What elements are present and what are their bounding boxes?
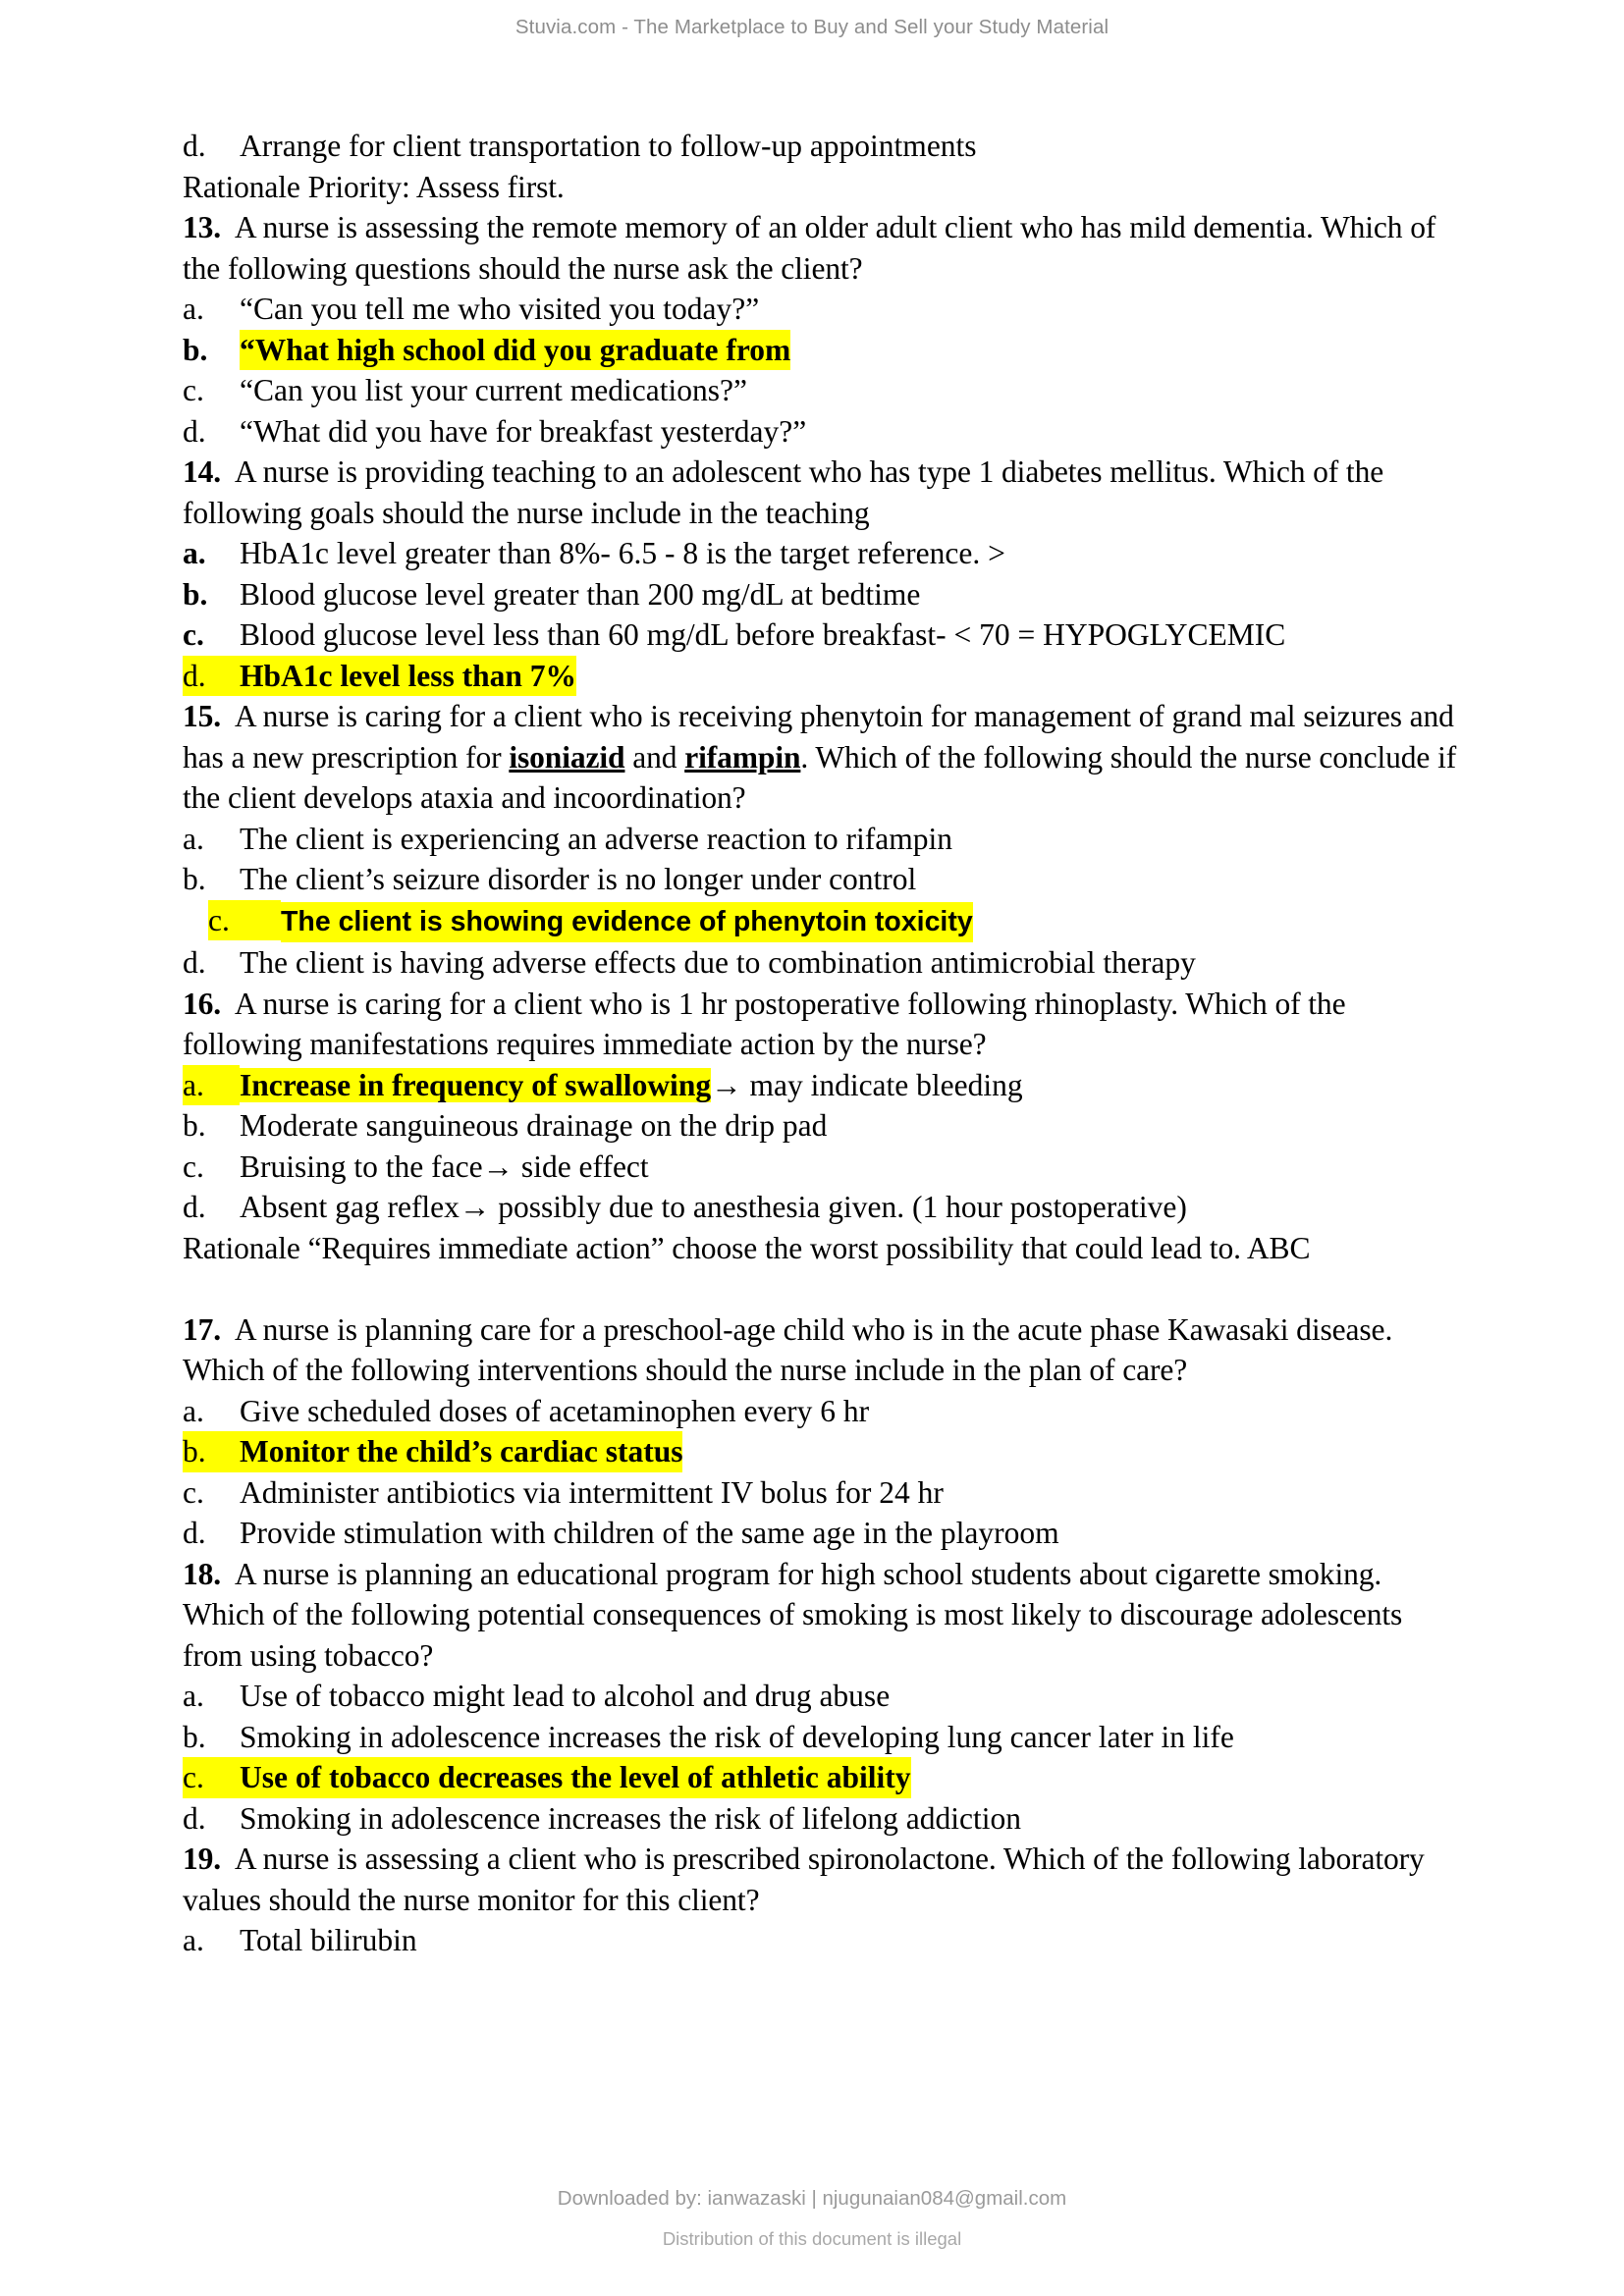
rationale-line-16: Rationale “Requires immediate action” choose the worst possibility that could lead to. ABC bbox=[183, 1230, 1311, 1265]
option-text: The client’s seizure disorder is no longer under control bbox=[240, 862, 917, 896]
question-16-stem bbox=[183, 984, 1459, 1065]
question-17-stem bbox=[183, 1309, 1459, 1391]
option-text: The client is having adverse effects due to combination antimicrobial therapy bbox=[240, 945, 1196, 980]
option-row bbox=[183, 126, 1459, 167]
drug-name-rifampin: rifampin bbox=[684, 739, 801, 774]
option-text: Smoking in adolescence increases the risk of lifelong addiction bbox=[240, 1800, 1022, 1836]
question-text-part2: and bbox=[624, 739, 685, 774]
option-row-17c bbox=[183, 1472, 1459, 1514]
option-letter: b. bbox=[183, 332, 208, 367]
option-row-13d bbox=[183, 411, 1459, 453]
option-letter: a. bbox=[183, 1679, 204, 1713]
question-text: A nurse is assessing a client who is prescribed spironolactone. Which of the following laboratory values should the nurse monitor for this client? bbox=[183, 1842, 1433, 1917]
option-letter: a. bbox=[183, 1065, 240, 1106]
option-letter: b. bbox=[183, 862, 206, 896]
option-row-13a bbox=[183, 289, 1459, 330]
option-letter: d. bbox=[183, 129, 206, 163]
option-letter: c. bbox=[183, 1148, 204, 1184]
question-text: A nurse is planning an educational program for high school students about cigarette smoking. Which of the following potential consequences of smoking is most likely to discourage adolescents from using tobacco? bbox=[183, 1556, 1410, 1673]
option-text-highlighted: Increase in frequency of swallowing bbox=[240, 1067, 712, 1102]
option-row-18d bbox=[183, 1798, 1459, 1840]
option-text bbox=[240, 1065, 1023, 1106]
option-letter: a. bbox=[183, 1393, 204, 1428]
question-text-part1: A nurse is caring for a client who is receiving phenytoin for management of grand mal seizures and has a new prescription for bbox=[183, 699, 1462, 774]
option-row-16b bbox=[183, 1105, 1459, 1147]
option-row-18c-highlighted bbox=[183, 1757, 1459, 1798]
question-text: A nurse is providing teaching to an adolescent who has type 1 diabetes mellitus. Which of the following goals should the nurse include in the teaching bbox=[183, 454, 1391, 530]
option-letter: c. bbox=[183, 1474, 204, 1510]
option-row-17a bbox=[183, 1391, 1459, 1432]
option-letter: b. bbox=[183, 576, 208, 612]
option-row-17d bbox=[183, 1513, 1459, 1554]
question-text: A nurse is planning care for a preschool-age child who is in the acute phase Kawasaki disease. Which of the following interventions should the nurse include in the plan of care? bbox=[183, 1311, 1400, 1387]
option-text: The client is experiencing an adverse reaction to rifampin bbox=[240, 821, 952, 856]
option-row-17b-highlighted bbox=[183, 1431, 1459, 1472]
option-row-13c bbox=[183, 370, 1459, 411]
question-text: A nurse is caring for a client who is 1 hr postoperative following rhinoplasty. Which of the following manifestations requires immediate action by the nurse? bbox=[183, 986, 1354, 1061]
drug-name-isoniazid: isoniazid bbox=[509, 739, 625, 774]
option-letter: b. bbox=[183, 1108, 206, 1143]
option-text-highlighted: Use of tobacco decreases the level of athletic ability bbox=[240, 1757, 911, 1798]
question-number: 17. bbox=[183, 1311, 222, 1347]
footer-downloaded-by: Downloaded by: ianwazaski | njugunaian084@gmail.com bbox=[557, 2187, 1067, 2210]
option-letter: d. bbox=[183, 945, 206, 980]
question-text: A nurse is assessing the remote memory of an older adult client who has mild dementia. Which of the following questions should the nurse ask the client? bbox=[183, 210, 1444, 286]
question-number: 16. bbox=[183, 986, 222, 1021]
option-text: Total bilirubin bbox=[240, 1923, 417, 1957]
option-row-16a-highlighted bbox=[183, 1065, 1459, 1106]
option-letter: d. bbox=[183, 1190, 206, 1224]
question-13-stem bbox=[183, 207, 1459, 289]
option-letter: a. bbox=[183, 292, 204, 326]
question-number: 13. bbox=[183, 210, 222, 244]
option-letter: c. bbox=[183, 373, 204, 407]
option-text: Blood glucose level greater than 200 mg/dL at bedtime bbox=[240, 576, 921, 612]
option-letter: d. bbox=[183, 413, 206, 449]
question-15-stem bbox=[183, 696, 1464, 819]
option-text-highlighted: “What high school did you graduate from bbox=[240, 330, 790, 371]
option-letter: d. bbox=[183, 1800, 206, 1836]
option-row-18a bbox=[183, 1676, 1459, 1717]
option-row-14b bbox=[183, 574, 1459, 615]
option-row-16c bbox=[183, 1147, 1459, 1188]
option-letter: d. bbox=[183, 1516, 206, 1550]
option-text: Smoking in adolescence increases the risk of developing lung cancer later in life bbox=[240, 1719, 1234, 1754]
paragraph-spacer bbox=[183, 1268, 1459, 1309]
option-row-18b bbox=[183, 1717, 1459, 1758]
option-letter: a. bbox=[183, 821, 204, 856]
option-text: Administer antibiotics via intermittent IV bolus for 24 hr bbox=[240, 1474, 944, 1510]
option-letter: a. bbox=[183, 1923, 204, 1957]
option-text: “What did you have for breakfast yesterday?” bbox=[240, 413, 807, 449]
option-row-15b bbox=[183, 859, 1459, 900]
rationale-line: Rationale Priority: Assess first. bbox=[183, 169, 565, 204]
option-letter: c. bbox=[183, 617, 204, 652]
question-number: 14. bbox=[183, 454, 222, 489]
option-text-highlighted: Monitor the child’s cardiac status bbox=[240, 1431, 682, 1472]
option-text: Use of tobacco might lead to alcohol and drug abuse bbox=[240, 1679, 891, 1713]
option-letter: b. bbox=[183, 1431, 240, 1472]
option-letter: c. bbox=[208, 900, 281, 941]
option-text: Absent gag reflex→ possibly due to anesthesia given. (1 hour postoperative) bbox=[240, 1190, 1187, 1224]
option-text: Arrange for client transportation to follow-up appointments bbox=[240, 129, 977, 163]
option-text: Moderate sanguineous drainage on the drip pad bbox=[240, 1108, 828, 1143]
document-page bbox=[183, 126, 1464, 1961]
option-text-annotation: → may indicate bleeding bbox=[711, 1067, 1023, 1102]
option-row-19a bbox=[183, 1920, 1459, 1961]
option-text: Provide stimulation with children of the same age in the playroom bbox=[240, 1516, 1059, 1550]
option-letter: b. bbox=[183, 1719, 206, 1754]
option-text-highlighted: The client is showing evidence of phenytoin toxicity bbox=[281, 902, 973, 943]
site-watermark-header: Stuvia.com - The Marketplace to Buy and Sell your Study Material bbox=[514, 16, 1110, 38]
option-row-14c bbox=[183, 614, 1459, 656]
option-row-16d bbox=[183, 1187, 1459, 1228]
option-letter: a. bbox=[183, 536, 206, 570]
option-letter: c. bbox=[183, 1757, 240, 1798]
question-14-stem bbox=[183, 452, 1459, 533]
option-text: Bruising to the face→ side effect bbox=[240, 1148, 649, 1184]
question-19-stem bbox=[183, 1839, 1459, 1920]
option-letter: d. bbox=[183, 656, 240, 697]
option-row-15d bbox=[183, 942, 1459, 984]
question-text-part3: . Which of the following should the nurse conclude if the client develops ataxia and incoordination? bbox=[183, 739, 1464, 815]
option-row-15a bbox=[183, 819, 1459, 860]
option-text: Blood glucose level less than 60 mg/dL before breakfast- < 70 = HYPOGLYCEMIC bbox=[240, 617, 1286, 652]
option-row-14d-highlighted bbox=[183, 656, 1459, 697]
option-text: “Can you tell me who visited you today?” bbox=[240, 292, 760, 326]
option-text-highlighted: HbA1c level less than 7% bbox=[240, 656, 576, 697]
option-text: Give scheduled doses of acetaminophen every 6 hr bbox=[240, 1393, 870, 1428]
question-number: 19. bbox=[183, 1842, 222, 1876]
question-number: 15. bbox=[183, 699, 222, 733]
option-row-13b bbox=[183, 330, 1459, 371]
option-text: HbA1c level greater than 8%- 6.5 - 8 is the target reference. > bbox=[240, 536, 1005, 570]
question-number: 18. bbox=[183, 1556, 222, 1591]
question-18-stem bbox=[183, 1554, 1459, 1677]
option-text: “Can you list your current medications?” bbox=[240, 373, 747, 407]
option-row-15c-highlighted bbox=[183, 900, 1459, 943]
option-row-14a bbox=[183, 533, 1459, 574]
footer-distribution-notice: Distribution of this document is illegal bbox=[662, 2228, 962, 2249]
